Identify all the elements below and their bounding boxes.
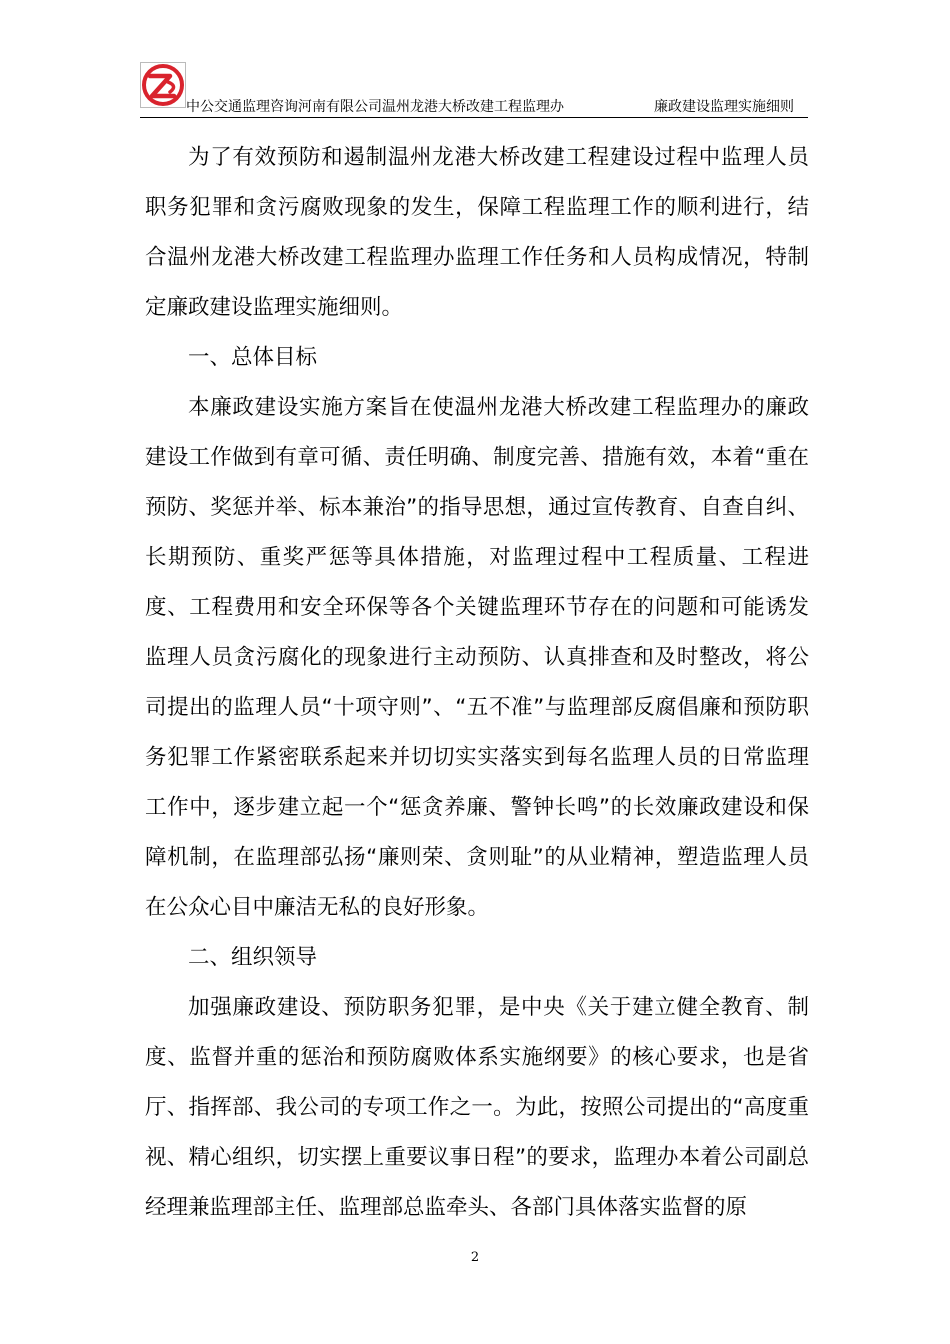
header-document-title: 廉政建设监理实施细则	[654, 99, 794, 115]
intro-paragraph: 为了有效预防和遏制温州龙港大桥改建工程建设过程中监理人员职务犯罪和贪污腐败现象的发生，保障工程监理工作的顺利进行，结合温州龙港大桥改建工程监理办监理工作任务和人员构成情况，特制定廉政建设监理实施细则。	[145, 145, 809, 320]
section-heading-overall-goal: 一、总体目标	[188, 345, 318, 370]
overall-goal-paragraph: 本廉政建设实施方案旨在使温州龙港大桥改建工程监理办的廉政建设工作做到有章可循、责任明确、制度完善、措施有效，本着“重在预防、奖惩并举、标本兼治”的指导思想，通过宣传教育、自查自纠、长期预防、重奖严惩等具体措施，对监理过程中工程质量、工程进度、工程费用和安全环保等各个关键监理环节存在的问题和可能诱发监理人员贪污腐化的现象进行主动预防、认真排查和及时整改，将公司提出的监理人员“十项守则”、“五不准”与监理部反腐倡廉和预防职务犯罪工作紧密联系起来并切切实实落实到每名监理人员的日常监理工作中，逐步建立起一个“惩贪养廉、警钟长鸣”的长效廉政建设和保障机制，在监理部弘扬“廉则荣、贪则耻”的从业精神，塑造监理人员在公众心目中廉洁无私的良好形象。	[145, 395, 809, 920]
section-heading-organization: 二、组织领导	[188, 945, 318, 970]
header-divider	[140, 117, 808, 118]
document-body	[145, 133, 809, 1233]
organization-paragraph: 加强廉政建设、预防职务犯罪，是中央《关于建立健全教育、制度、监督并重的惩治和预防腐败体系实施纲要》的核心要求，也是省厅、指挥部、我公司的专项工作之一。为此，按照公司提出的“高度重视、精心组织，切实摆上重要议事日程”的要求，监理办本着公司副总经理兼监理部主任、监理部总监牵头、各部门具体落实监督的原	[145, 995, 809, 1220]
company-logo-icon	[140, 62, 186, 108]
header-company-name: 中公交通监理咨询河南有限公司温州龙港大桥改建工程监理办	[186, 99, 564, 115]
page-number: 2	[470, 1250, 480, 1265]
page-header	[140, 62, 808, 118]
